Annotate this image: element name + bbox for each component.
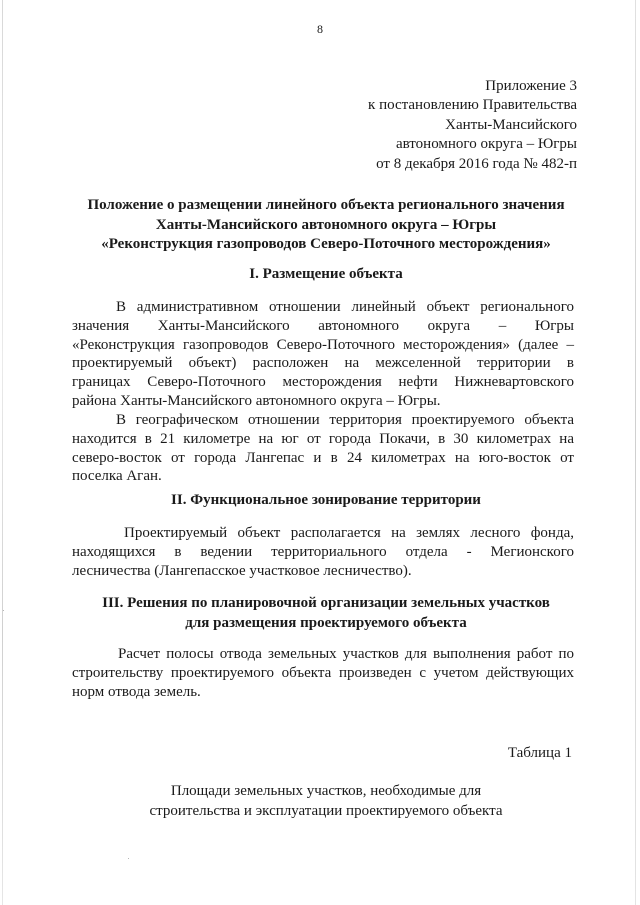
- paragraph-line: В административном отношении линейный объект регионального: [116, 299, 574, 315]
- section-1-heading: [72, 265, 580, 285]
- section-2-heading-text: II. Функциональное зонирование территории: [171, 492, 481, 508]
- section-3-paragraph-1: [72, 645, 574, 701]
- paragraph-line: лесничества (Лангепасское участковое лесничество).: [72, 562, 412, 579]
- appendix-line: от 8 декабря 2016 года № 482-п: [376, 155, 577, 172]
- table-caption: [72, 782, 580, 821]
- paragraph-line: строительству проектируемого объекта произведен с учетом действующих: [72, 664, 574, 681]
- paragraph-line: «Реконструкция газопроводов Северо-Поточного месторождения» (далее –: [72, 336, 574, 353]
- document-title: [72, 196, 580, 255]
- paragraph-line: проектируемый объект) расположен на межселенной территории в: [72, 355, 574, 372]
- section-1-heading-text: I. Размещение объекта: [249, 266, 403, 282]
- appendix-block: [277, 77, 577, 174]
- scan-edge-right: [635, 0, 636, 905]
- appendix-line: Приложение 3: [485, 78, 577, 94]
- table-caption-line: Площади земельных участков, необходимые для: [170, 783, 482, 799]
- section-1-paragraph-2: [72, 411, 574, 486]
- paragraph-line: находится в 21 километре на юг от города Покачи, в 30 километрах на: [72, 430, 574, 447]
- paragraph-line: Проектируемый объект располагается на землях лесного фонда,: [124, 525, 574, 541]
- scan-edge-left: [2, 0, 3, 905]
- paragraph-line: района Ханты-Мансийского автономного округа – Югры.: [72, 392, 441, 409]
- section-3-heading-line: III. Решения по планировочной организации земельных участков: [102, 595, 550, 611]
- paragraph-line: норм отвода земель.: [72, 683, 201, 700]
- page-number: 8: [317, 22, 323, 36]
- title-line: «Реконструкция газопроводов Северо-Поточного месторождения»: [101, 236, 551, 253]
- title-line: Ханты-Мансийского автономного округа – Югры: [155, 216, 497, 233]
- paragraph-line: северо-восток от города Лангепас и в 24 километрах на юго-восток от: [72, 449, 574, 466]
- appendix-line: к постановлению Правительства: [368, 97, 577, 114]
- section-2-heading: [72, 491, 580, 511]
- appendix-line: Ханты-Мансийского: [445, 116, 577, 133]
- paragraph-line: значения Ханты-Мансийского автономного округа – Югры: [72, 317, 574, 334]
- table-label: Таблица 1: [507, 745, 572, 761]
- title-line: Положение о размещении линейного объекта регионального значения: [87, 197, 565, 213]
- appendix-line: автономного округа – Югры: [395, 136, 577, 153]
- scan-speck: [3, 610, 4, 611]
- paragraph-line: находящихся в ведении территориального отдела - Мегионского: [72, 543, 574, 560]
- paragraph-line: В географическом отношении территория проектируемого объекта: [116, 412, 574, 428]
- section-3-heading-line: для размещения проектируемого объекта: [185, 614, 467, 631]
- section-3-heading: [72, 594, 580, 633]
- section-2-paragraph-1: [72, 524, 574, 580]
- scan-speck: [128, 858, 129, 859]
- section-1-paragraph-1: [72, 298, 574, 411]
- paragraph-line: Расчет полосы отвода земельных участков для выполнения работ по: [118, 646, 574, 662]
- table-caption-line: строительства и эксплуатации проектируемого объекта: [149, 802, 503, 819]
- paragraph-line: границах Северо-Поточного месторождения нефти Нижневартовского: [72, 374, 574, 391]
- paragraph-line: поселка Аган.: [72, 468, 162, 485]
